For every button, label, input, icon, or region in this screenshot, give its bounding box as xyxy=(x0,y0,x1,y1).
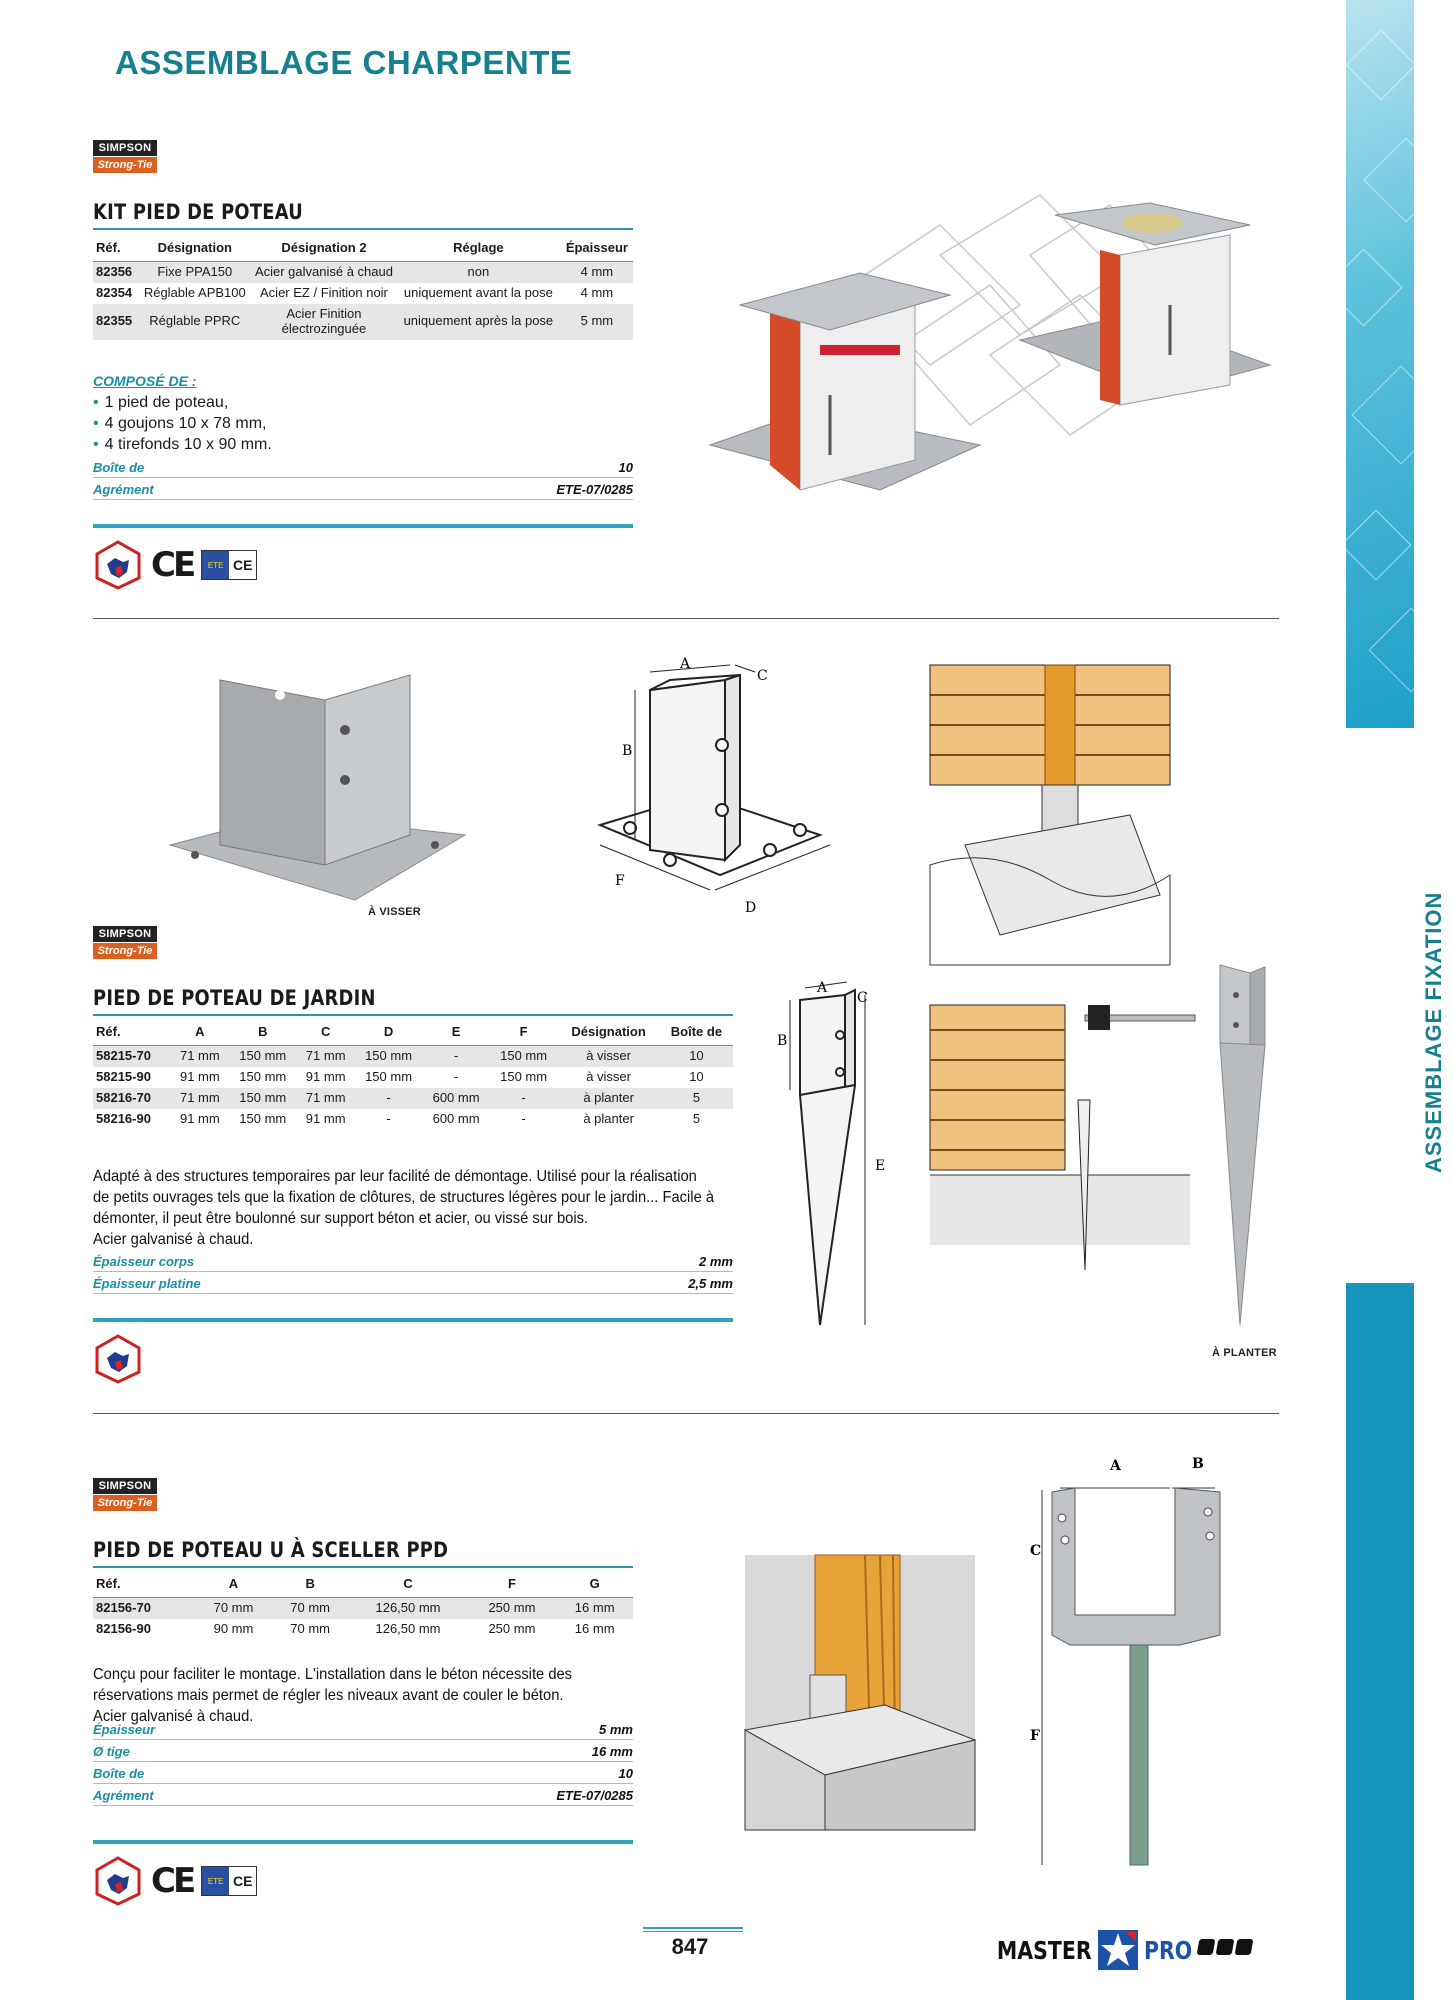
composed-title: COMPOSÉ DE : xyxy=(93,373,197,389)
table-row: 58216-90 91 mm 150 mm 91 mm - 600 mm - à planter 5 xyxy=(96,1110,701,1126)
prop-row: Épaisseur platine 2,5 mm xyxy=(93,1272,733,1294)
visser-technical-drawing xyxy=(590,650,840,920)
star-icon xyxy=(1098,1930,1138,1970)
table-row: 58215-90 91 mm 150 mm 91 mm 150 mm - 150 mm à visser 10 xyxy=(96,1068,704,1084)
table-row: 82356 Fixe PPA150 Acier galvanisé à chaud non 4 mm xyxy=(93,262,633,283)
ppd-end-rule xyxy=(93,1840,633,1844)
section-divider xyxy=(93,618,1279,619)
col-reglage: Réglage xyxy=(396,236,561,262)
table-header-row: Réf. A B C F G xyxy=(93,1572,633,1598)
jardin-description: Adapté à des structures temporaires par leur facilité de démontage. Utilisé pour la réalisation de petits ouvrages tels que la fixation de clôtures, de structures légères pour le jardin... Facile à démonter, il peut être boulonné sur support béton et acier, ou vissé sur bois. Acier galvanisé à chaud. xyxy=(93,1168,715,1248)
table-row: 58216-70 71 mm 150 mm 71 mm - 600 mm - à planter 5 xyxy=(93,1088,733,1109)
table-header-row xyxy=(93,236,633,262)
masterpro-logo: MASTER PRO xyxy=(976,1930,1202,1970)
list-item: • 4 goujons 10 x 78 mm, xyxy=(93,413,272,434)
kit-end-rule xyxy=(93,524,633,528)
planter-install-illustration xyxy=(930,1000,1190,1280)
svg-text:B: B xyxy=(622,743,633,759)
svg-text:A: A xyxy=(1110,1458,1121,1474)
planter-technical-drawing xyxy=(775,980,905,1330)
prop-row: Épaisseur corps 2 mm xyxy=(93,1250,733,1272)
ce-mark-icon: CE xyxy=(151,1861,194,1901)
side-band-bottom xyxy=(1346,1283,1414,2000)
svg-text:C: C xyxy=(857,990,868,1006)
kit-spec-table xyxy=(93,236,633,340)
jardin-properties xyxy=(93,1250,733,1294)
col-ref: Réf. xyxy=(93,236,138,262)
table-row: 82355 Réglable PPRC Acier Finition électrozinguée uniquement après la pose 5 mm xyxy=(93,304,633,340)
nf-france-icon xyxy=(93,1856,143,1906)
planter-product-image xyxy=(1210,965,1270,1325)
caption-planter: À PLANTER xyxy=(1212,1347,1277,1359)
eta-mark-icon: ETE CE xyxy=(201,550,257,580)
section-divider-2 xyxy=(93,1413,1279,1414)
simpson-strong-tie-logo: SIMPSON Strong-Tie xyxy=(93,140,157,173)
svg-text:B: B xyxy=(777,1033,788,1049)
simpson-strong-tie-logo-3: SIMPSON Strong-Tie xyxy=(93,1478,157,1511)
jardin-spec-table xyxy=(93,1020,733,1130)
eta-mark-icon: ETE CE xyxy=(201,1866,257,1896)
nf-france-icon xyxy=(93,1334,143,1384)
list-item: • 1 pied de poteau, xyxy=(93,392,272,413)
table-row: 82156-90 90 mm 70 mm 126,50 mm 250 mm 16 mm xyxy=(96,1620,615,1636)
table-row: 82354 Réglable APB100 Acier EZ / Finition noir uniquement avant la pose 4 mm xyxy=(96,284,614,300)
kit-properties xyxy=(93,456,633,500)
prop-row: Boîte de 10 xyxy=(93,456,633,478)
svg-text:A: A xyxy=(817,980,828,996)
svg-text:B: B xyxy=(1192,1456,1204,1472)
nf-france-icon xyxy=(93,540,143,590)
composed-list xyxy=(93,392,272,455)
page-number: 847 xyxy=(671,1934,709,1959)
prop-row: Agrément ETE-07/0285 xyxy=(93,478,633,500)
col-designation: Désignation xyxy=(138,236,252,262)
table-row: 82156-70 70 mm 70 mm 126,50 mm 250 mm 16 mm xyxy=(93,1598,633,1619)
kit-product-image xyxy=(700,195,1280,525)
kit-title-rule xyxy=(93,228,633,230)
svg-text:A: A xyxy=(680,656,691,672)
col-designation-2: Désignation 2 xyxy=(252,236,396,262)
simpson-strong-tie-logo-2: SIMPSON Strong-Tie xyxy=(93,926,157,959)
table-row: 58215-70 71 mm 150 mm 71 mm 150 mm - 150 mm à visser 10 xyxy=(93,1046,733,1067)
ppd-install-illustration xyxy=(745,1555,975,1830)
ppd-properties xyxy=(93,1718,633,1806)
svg-text:F: F xyxy=(615,873,625,889)
prop-row: Agrément ETE-07/0285 xyxy=(93,1784,633,1806)
svg-text:C: C xyxy=(1030,1543,1042,1559)
jardin-title-rule xyxy=(93,1014,733,1016)
caption-visser: À VISSER xyxy=(368,906,421,918)
ppd-description: Conçu pour faciliter le montage. L'installation dans le béton nécessite des réservations mais permet de régler les niveaux avant de couler le béton. Acier galvanisé à chaud. xyxy=(93,1666,573,1725)
side-section-label: ASSEMBLAGE FIXATION xyxy=(1421,891,1446,1173)
kit-section-title: KIT PIED DE POTEAU xyxy=(93,200,304,224)
jardin-certifications xyxy=(93,1334,143,1384)
side-band-decoration xyxy=(1346,0,1414,728)
jardin-end-rule xyxy=(93,1318,733,1322)
ppd-title-rule xyxy=(93,1566,633,1568)
ppd-certifications xyxy=(93,1856,257,1906)
jardin-section-title: PIED DE POTEAU DE JARDIN xyxy=(93,986,376,1010)
svg-text:C: C xyxy=(757,668,768,684)
visser-product-image xyxy=(165,675,470,900)
visser-install-illustration xyxy=(930,665,1170,965)
col-epaisseur: Épaisseur xyxy=(561,236,633,262)
prop-row: Épaisseur 5 mm xyxy=(93,1718,633,1740)
svg-text:E: E xyxy=(875,1158,886,1174)
svg-text:F: F xyxy=(1030,1728,1040,1744)
ppd-spec-table xyxy=(93,1572,633,1640)
prop-row: Boîte de 10 xyxy=(93,1762,633,1784)
table-header-row: Réf. A B C D E F Désignation Boîte de xyxy=(93,1020,733,1046)
page-title: ASSEMBLAGE CHARPENTE xyxy=(115,44,573,81)
footer-rule xyxy=(643,1927,743,1932)
ppd-section-title: PIED DE POTEAU U À SCELLER PPD xyxy=(93,1538,449,1562)
ppd-technical-drawing xyxy=(1030,1440,1230,1870)
prop-row: Ø tige 16 mm xyxy=(93,1740,633,1762)
ce-mark-icon: CE xyxy=(151,545,194,585)
kit-certifications xyxy=(93,540,257,590)
brand-dots-decoration xyxy=(1198,1939,1252,1955)
list-item: • 4 tirefonds 10 x 90 mm. xyxy=(93,434,272,455)
svg-text:D: D xyxy=(745,900,757,916)
